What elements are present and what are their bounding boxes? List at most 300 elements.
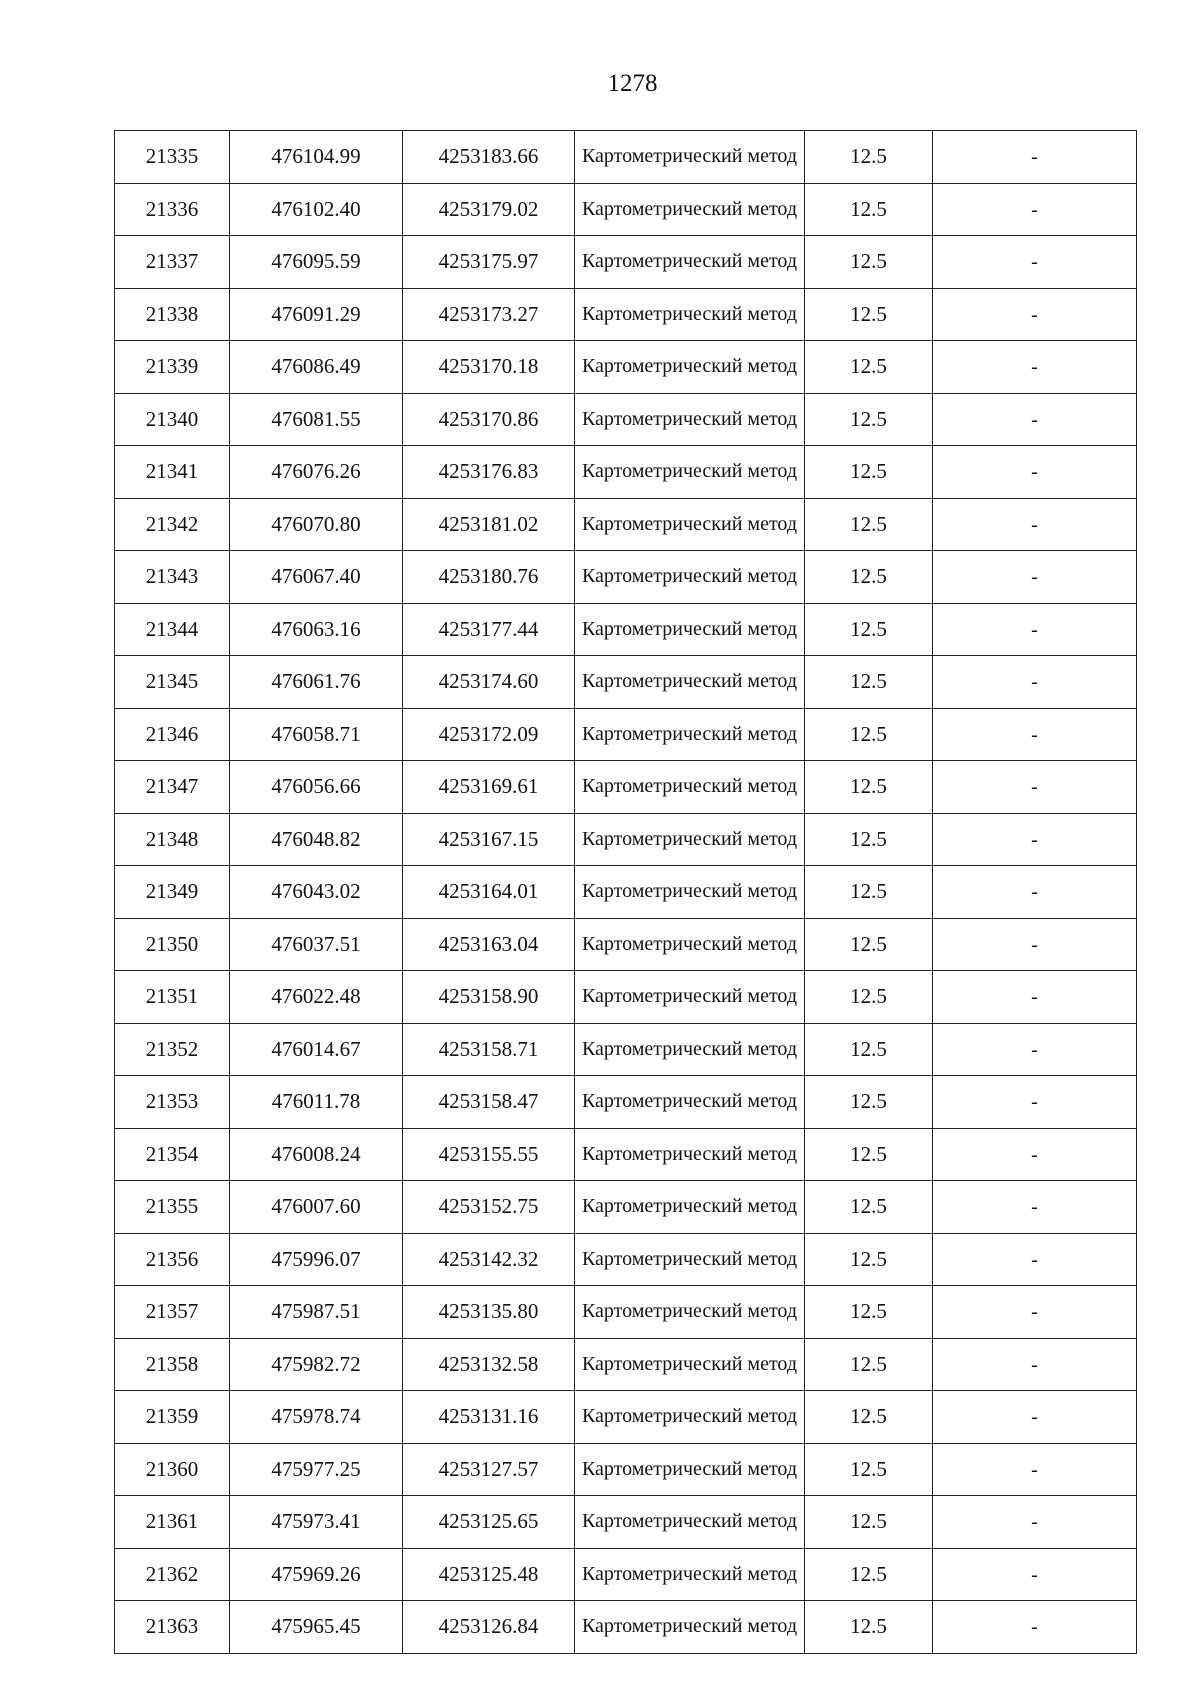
y-coordinate-text: 4253127.57 — [438, 1456, 539, 1481]
y-coordinate-cell — [403, 1443, 575, 1496]
note-text: - — [1031, 461, 1038, 484]
x-coordinate-cell — [230, 656, 403, 709]
x-coordinate-cell — [230, 1181, 403, 1234]
table-row — [115, 393, 1137, 446]
x-coordinate-text: 475973.41 — [271, 1509, 361, 1534]
table-row — [115, 1496, 1137, 1549]
y-coordinate-cell — [403, 1601, 575, 1654]
method-cell — [575, 498, 805, 551]
x-coordinate-text: 476007.60 — [271, 1194, 361, 1219]
y-coordinate-cell — [403, 498, 575, 551]
x-coordinate-cell — [230, 603, 403, 656]
note-text: - — [1031, 1616, 1038, 1639]
note-cell — [933, 1023, 1137, 1076]
point-id-text: 21356 — [145, 1246, 199, 1271]
method-cell — [575, 656, 805, 709]
point-id-cell — [115, 708, 230, 761]
x-coordinate-cell — [230, 1233, 403, 1286]
y-coordinate-text: 4253125.65 — [438, 1509, 539, 1534]
note-text: - — [1031, 828, 1038, 851]
note-cell — [933, 1076, 1137, 1129]
x-coordinate-cell — [230, 1128, 403, 1181]
x-coordinate-text: 476008.24 — [271, 1141, 361, 1166]
x-coordinate-cell — [230, 498, 403, 551]
y-coordinate-cell — [403, 1128, 575, 1181]
x-coordinate-text: 476043.02 — [271, 879, 361, 904]
coordinates-table — [114, 130, 1137, 1654]
point-id-cell — [115, 813, 230, 866]
accuracy-text: 12.5 — [850, 196, 887, 221]
method-text: Картометрический метод — [581, 302, 798, 325]
x-coordinate-cell — [230, 1286, 403, 1339]
table-row — [115, 1443, 1137, 1496]
table-row — [115, 498, 1137, 551]
accuracy-text: 12.5 — [850, 301, 887, 326]
x-coordinate-cell — [230, 813, 403, 866]
x-coordinate-text: 476011.78 — [271, 1089, 361, 1114]
y-coordinate-cell — [403, 551, 575, 604]
point-id-text: 21350 — [145, 931, 199, 956]
table-row — [115, 1601, 1137, 1654]
method-text: Картометрический метод — [581, 1405, 798, 1428]
point-id-text: 21358 — [145, 1351, 199, 1376]
y-coordinate-cell — [403, 183, 575, 236]
note-text: - — [1031, 776, 1038, 799]
note-cell — [933, 446, 1137, 499]
method-text: Картометрический метод — [581, 617, 798, 640]
point-id-cell — [115, 131, 230, 184]
note-cell — [933, 393, 1137, 446]
x-coordinate-cell — [230, 1338, 403, 1391]
point-id-cell — [115, 761, 230, 814]
table-row — [115, 971, 1137, 1024]
accuracy-text: 12.5 — [850, 984, 887, 1009]
x-coordinate-text: 476086.49 — [271, 354, 361, 379]
method-cell — [575, 1181, 805, 1234]
note-text: - — [1031, 198, 1038, 221]
accuracy-cell — [805, 498, 933, 551]
y-coordinate-text: 4253163.04 — [438, 931, 539, 956]
accuracy-cell — [805, 1076, 933, 1129]
point-id-text: 21341 — [145, 459, 199, 484]
accuracy-cell — [805, 708, 933, 761]
method-cell — [575, 1286, 805, 1339]
point-id-text: 21335 — [145, 144, 199, 169]
point-id-text: 21357 — [145, 1299, 199, 1324]
note-cell — [933, 551, 1137, 604]
note-cell — [933, 866, 1137, 919]
accuracy-text: 12.5 — [850, 826, 887, 851]
point-id-cell — [115, 1548, 230, 1601]
x-coordinate-text: 475982.72 — [271, 1351, 361, 1376]
table-row — [115, 708, 1137, 761]
method-cell — [575, 813, 805, 866]
y-coordinate-cell — [403, 603, 575, 656]
table-row — [115, 813, 1137, 866]
x-coordinate-text: 476095.59 — [271, 249, 361, 274]
x-coordinate-text: 476061.76 — [271, 669, 361, 694]
table-row — [115, 1391, 1137, 1444]
accuracy-cell — [805, 1181, 933, 1234]
y-coordinate-cell — [403, 288, 575, 341]
method-cell — [575, 971, 805, 1024]
method-text: Картометрический метод — [581, 512, 798, 535]
y-coordinate-cell — [403, 813, 575, 866]
y-coordinate-text: 4253170.86 — [438, 406, 539, 431]
accuracy-cell — [805, 183, 933, 236]
y-coordinate-text: 4253179.02 — [438, 196, 539, 221]
point-id-cell — [115, 288, 230, 341]
accuracy-cell — [805, 1233, 933, 1286]
point-id-cell — [115, 1286, 230, 1339]
table-row — [115, 603, 1137, 656]
y-coordinate-cell — [403, 393, 575, 446]
x-coordinate-text: 475977.25 — [271, 1456, 361, 1481]
method-text: Картометрический метод — [581, 1352, 798, 1375]
x-coordinate-cell — [230, 1076, 403, 1129]
point-id-text: 21351 — [145, 984, 199, 1009]
y-coordinate-cell — [403, 971, 575, 1024]
note-text: - — [1031, 618, 1038, 641]
point-id-cell — [115, 393, 230, 446]
y-coordinate-text: 4253132.58 — [438, 1351, 539, 1376]
method-cell — [575, 341, 805, 394]
x-coordinate-cell — [230, 1443, 403, 1496]
y-coordinate-cell — [403, 656, 575, 709]
table-row — [115, 918, 1137, 971]
table-row — [115, 1286, 1137, 1339]
table-row — [115, 1338, 1137, 1391]
y-coordinate-cell — [403, 1076, 575, 1129]
note-cell — [933, 183, 1137, 236]
x-coordinate-text: 476081.55 — [271, 406, 361, 431]
note-cell — [933, 656, 1137, 709]
method-text: Картометрический метод — [581, 355, 798, 378]
accuracy-cell — [805, 971, 933, 1024]
note-cell — [933, 498, 1137, 551]
point-id-cell — [115, 498, 230, 551]
page-number: 1278 — [607, 70, 658, 97]
point-id-cell — [115, 1233, 230, 1286]
table-row — [115, 288, 1137, 341]
note-text: - — [1031, 1143, 1038, 1166]
method-cell — [575, 1496, 805, 1549]
y-coordinate-text: 4253169.61 — [438, 774, 539, 799]
x-coordinate-text: 475978.74 — [271, 1404, 361, 1429]
note-cell — [933, 1496, 1137, 1549]
accuracy-cell — [805, 1496, 933, 1549]
y-coordinate-cell — [403, 1496, 575, 1549]
point-id-text: 21336 — [145, 196, 199, 221]
table-row — [115, 761, 1137, 814]
table-row — [115, 446, 1137, 499]
accuracy-cell — [805, 1023, 933, 1076]
note-cell — [933, 236, 1137, 289]
accuracy-cell — [805, 1548, 933, 1601]
method-cell — [575, 183, 805, 236]
note-text: - — [1031, 146, 1038, 169]
note-text: - — [1031, 1511, 1038, 1534]
x-coordinate-cell — [230, 446, 403, 499]
point-id-cell — [115, 866, 230, 919]
note-cell — [933, 1286, 1137, 1339]
y-coordinate-cell — [403, 131, 575, 184]
accuracy-text: 12.5 — [850, 1509, 887, 1534]
table-row — [115, 1023, 1137, 1076]
accuracy-text: 12.5 — [850, 1299, 887, 1324]
x-coordinate-text: 476014.67 — [271, 1036, 361, 1061]
table-row — [115, 1233, 1137, 1286]
accuracy-cell — [805, 1128, 933, 1181]
point-id-text: 21344 — [145, 616, 199, 641]
note-cell — [933, 603, 1137, 656]
method-text: Картометрический метод — [581, 1142, 798, 1165]
point-id-cell — [115, 551, 230, 604]
note-cell — [933, 918, 1137, 971]
point-id-text: 21348 — [145, 826, 199, 851]
point-id-cell — [115, 1076, 230, 1129]
y-coordinate-text: 4253131.16 — [438, 1404, 539, 1429]
method-text: Картометрический метод — [581, 1090, 798, 1113]
method-cell — [575, 236, 805, 289]
method-cell — [575, 761, 805, 814]
point-id-text: 21347 — [145, 774, 199, 799]
point-id-cell — [115, 1338, 230, 1391]
x-coordinate-text: 475996.07 — [271, 1246, 361, 1271]
accuracy-text: 12.5 — [850, 1089, 887, 1114]
note-text: - — [1031, 1563, 1038, 1586]
point-id-cell — [115, 183, 230, 236]
accuracy-text: 12.5 — [850, 511, 887, 536]
method-text: Картометрический метод — [581, 880, 798, 903]
accuracy-text: 12.5 — [850, 1614, 887, 1639]
accuracy-cell — [805, 236, 933, 289]
method-cell — [575, 1233, 805, 1286]
point-id-text: 21337 — [145, 249, 199, 274]
accuracy-cell — [805, 866, 933, 919]
accuracy-text: 12.5 — [850, 1194, 887, 1219]
point-id-cell — [115, 1128, 230, 1181]
table-body — [115, 131, 1137, 1654]
method-text: Картометрический метод — [581, 1037, 798, 1060]
method-cell — [575, 866, 805, 919]
method-cell — [575, 603, 805, 656]
x-coordinate-cell — [230, 1496, 403, 1549]
point-id-cell — [115, 918, 230, 971]
method-text: Картометрический метод — [581, 565, 798, 588]
note-text: - — [1031, 1353, 1038, 1376]
x-coordinate-cell — [230, 708, 403, 761]
table-row — [115, 1181, 1137, 1234]
x-coordinate-cell — [230, 1548, 403, 1601]
y-coordinate-cell — [403, 1233, 575, 1286]
accuracy-cell — [805, 446, 933, 499]
y-coordinate-text: 4253180.76 — [438, 564, 539, 589]
point-id-cell — [115, 341, 230, 394]
accuracy-text: 12.5 — [850, 774, 887, 799]
point-id-text: 21362 — [145, 1561, 199, 1586]
point-id-cell — [115, 1391, 230, 1444]
y-coordinate-text: 4253155.55 — [438, 1141, 539, 1166]
note-text: - — [1031, 881, 1038, 904]
accuracy-cell — [805, 288, 933, 341]
y-coordinate-cell — [403, 1338, 575, 1391]
x-coordinate-text: 476104.99 — [271, 144, 361, 169]
y-coordinate-cell — [403, 1391, 575, 1444]
method-text: Картометрический метод — [581, 250, 798, 273]
note-text: - — [1031, 986, 1038, 1009]
method-text: Картометрический метод — [581, 1457, 798, 1480]
y-coordinate-cell — [403, 761, 575, 814]
table-row — [115, 1128, 1137, 1181]
y-coordinate-cell — [403, 446, 575, 499]
note-cell — [933, 1233, 1137, 1286]
note-text: - — [1031, 1301, 1038, 1324]
y-coordinate-text: 4253135.80 — [438, 1299, 539, 1324]
method-cell — [575, 1548, 805, 1601]
y-coordinate-cell — [403, 918, 575, 971]
point-id-cell — [115, 1601, 230, 1654]
accuracy-text: 12.5 — [850, 459, 887, 484]
point-id-cell — [115, 1023, 230, 1076]
y-coordinate-text: 4253173.27 — [438, 301, 539, 326]
x-coordinate-cell — [230, 288, 403, 341]
accuracy-text: 12.5 — [850, 879, 887, 904]
x-coordinate-text: 476022.48 — [271, 984, 361, 1009]
x-coordinate-text: 476056.66 — [271, 774, 361, 799]
note-cell — [933, 708, 1137, 761]
accuracy-text: 12.5 — [850, 931, 887, 956]
y-coordinate-text: 4253158.90 — [438, 984, 539, 1009]
note-text: - — [1031, 671, 1038, 694]
method-text: Картометрический метод — [581, 722, 798, 745]
accuracy-cell — [805, 656, 933, 709]
note-text: - — [1031, 1196, 1038, 1219]
y-coordinate-cell — [403, 1023, 575, 1076]
accuracy-cell — [805, 1601, 933, 1654]
note-cell — [933, 288, 1137, 341]
y-coordinate-cell — [403, 1286, 575, 1339]
y-coordinate-text: 4253152.75 — [438, 1194, 539, 1219]
y-coordinate-cell — [403, 1548, 575, 1601]
note-text: - — [1031, 1091, 1038, 1114]
x-coordinate-cell — [230, 761, 403, 814]
method-text: Картометрический метод — [581, 145, 798, 168]
note-text: - — [1031, 1458, 1038, 1481]
accuracy-cell — [805, 603, 933, 656]
method-text: Картометрический метод — [581, 670, 798, 693]
accuracy-text: 12.5 — [850, 1036, 887, 1061]
y-coordinate-text: 4253176.83 — [438, 459, 539, 484]
y-coordinate-text: 4253177.44 — [438, 616, 539, 641]
x-coordinate-text: 476091.29 — [271, 301, 361, 326]
note-text: - — [1031, 1248, 1038, 1271]
x-coordinate-text: 476048.82 — [271, 826, 361, 851]
method-cell — [575, 708, 805, 761]
x-coordinate-text: 475987.51 — [271, 1299, 361, 1324]
accuracy-text: 12.5 — [850, 616, 887, 641]
point-id-text: 21349 — [145, 879, 199, 904]
note-cell — [933, 761, 1137, 814]
note-cell — [933, 1128, 1137, 1181]
accuracy-cell — [805, 918, 933, 971]
x-coordinate-cell — [230, 1391, 403, 1444]
note-text: - — [1031, 566, 1038, 589]
method-text: Картометрический метод — [581, 460, 798, 483]
method-cell — [575, 446, 805, 499]
table-row — [115, 1076, 1137, 1129]
method-cell — [575, 131, 805, 184]
y-coordinate-text: 4253172.09 — [438, 721, 539, 746]
x-coordinate-cell — [230, 1601, 403, 1654]
y-coordinate-text: 4253158.47 — [438, 1089, 539, 1114]
method-text: Картометрический метод — [581, 1247, 798, 1270]
x-coordinate-cell — [230, 866, 403, 919]
note-text: - — [1031, 251, 1038, 274]
method-text: Картометрический метод — [581, 1300, 798, 1323]
note-text: - — [1031, 1038, 1038, 1061]
point-id-cell — [115, 236, 230, 289]
point-id-text: 21353 — [145, 1089, 199, 1114]
y-coordinate-cell — [403, 866, 575, 919]
accuracy-text: 12.5 — [850, 1351, 887, 1376]
point-id-text: 21360 — [145, 1456, 199, 1481]
point-id-text: 21342 — [145, 511, 199, 536]
note-cell — [933, 1548, 1137, 1601]
x-coordinate-cell — [230, 183, 403, 236]
method-cell — [575, 288, 805, 341]
note-text: - — [1031, 356, 1038, 379]
x-coordinate-cell — [230, 393, 403, 446]
accuracy-text: 12.5 — [850, 406, 887, 431]
accuracy-text: 12.5 — [850, 669, 887, 694]
y-coordinate-cell — [403, 708, 575, 761]
y-coordinate-text: 4253167.15 — [438, 826, 539, 851]
method-text: Картометрический метод — [581, 1195, 798, 1218]
note-cell — [933, 1181, 1137, 1234]
y-coordinate-text: 4253125.48 — [438, 1561, 539, 1586]
note-cell — [933, 971, 1137, 1024]
point-id-text: 21354 — [145, 1141, 199, 1166]
method-text: Картометрический метод — [581, 985, 798, 1008]
point-id-cell — [115, 446, 230, 499]
point-id-cell — [115, 656, 230, 709]
accuracy-text: 12.5 — [850, 1404, 887, 1429]
point-id-text: 21339 — [145, 354, 199, 379]
point-id-text: 21346 — [145, 721, 199, 746]
method-text: Картометрический метод — [581, 932, 798, 955]
point-id-text: 21340 — [145, 406, 199, 431]
note-text: - — [1031, 513, 1038, 536]
note-text: - — [1031, 303, 1038, 326]
x-coordinate-cell — [230, 918, 403, 971]
point-id-text: 21352 — [145, 1036, 199, 1061]
table-row — [115, 656, 1137, 709]
x-coordinate-cell — [230, 551, 403, 604]
method-cell — [575, 1601, 805, 1654]
table-row — [115, 551, 1137, 604]
method-cell — [575, 393, 805, 446]
note-cell — [933, 1601, 1137, 1654]
point-id-text: 21343 — [145, 564, 199, 589]
x-coordinate-text: 476058.71 — [271, 721, 361, 746]
x-coordinate-text: 475965.45 — [271, 1614, 361, 1639]
y-coordinate-text: 4253170.18 — [438, 354, 539, 379]
accuracy-cell — [805, 393, 933, 446]
table-row — [115, 131, 1137, 184]
note-cell — [933, 1391, 1137, 1444]
method-cell — [575, 918, 805, 971]
